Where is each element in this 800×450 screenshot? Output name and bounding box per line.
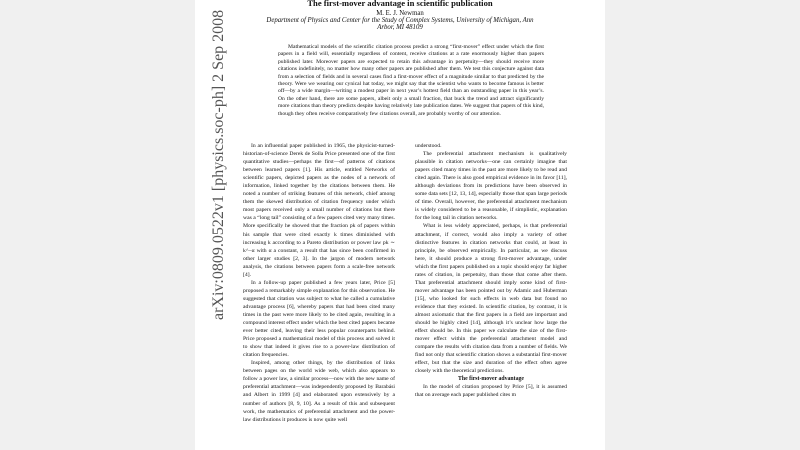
abstract: Mathematical models of the scientific citation process predict a strong “first-mover” effect under which the first papers in a field will, essentially regardless of content, receive citations at a rate enormously higher than papers published later. Moreover papers are expected to retain this advantage in perpetuity—they should receive more citations indefinitely, no matter how many other papers are published after them. We test this conjecture against data from a selection of fields and in several cases find a first-mover effect of a magnitude similar to that predicted by the theory. Were we wearing our cynical hat today, we might say that the scientist who wants to become famous is better off—by a wide margin—writing a modest paper in next year’s hottest field than an outstanding paper in this year’s. On the other hand, there are some papers, albeit only a small fraction, that buck the trend and attract significantly more citations than theory predicts despite having relatively late publication dates. We suggest that papers of this kind, though they often receive comparatively few citations overall, are probably worthy of our attention.	[278, 44, 544, 117]
paragraph: Inspired, among other things, by the distribution of links between pages on the world wide web, which also appears to follow a power law, a similar process—now with the new name of preferential attachment—was independently proposed by Barabási and Albert in 1999 [4] and elaborated upon extensively by a number of authors [8, 9, 10]. As a result of this and subsequent work, the mathematics of preferential attachment and the power-law distributions it produces is now quite well	[243, 360, 395, 423]
paragraph: In a follow-up paper published a few years later, Price [5] proposed a remarkably simple explanation for this observation. He suggested that citation was subject to what he called a cumulative advantage process [6], whereby papers that had been cited many times in the past were more likely to be cited again, resulting in a compound interest effect under which the best cited papers became ever better cited, leaving their less popular counterparts behind. Price proposed a mathematical model of this process and solved it to show that indeed it gives rise to a power-law distribution of citation frequencies.	[243, 279, 395, 359]
paragraph: In an influential paper published in 1965, the physicist-turned-historian-of-science Derek de Solla Price presented one of the first quantitative studies—perhaps the first—of patterns of citations between learned papers [1]. His article, entitled Networks of scientific papers, depicted papers as the nodes of a network of information, linked together by the citations between them. He noted a number of striking features of this network, chief among them the skewed distribution of citation frequency under which most papers received only a small number of citations but there was a “long tail” consisting of a few papers cited very many times. More specifically he showed that the fraction pk of papers within his sample that were cited exactly k times diminished with increasing k according to a Pareto distribution or power law pk ∼ k^−α with α a constant, a result that has since been confirmed in other larger studies [2, 3]. In the jargon of modern network analysis, the citations between papers form a scale-free network [4].	[243, 143, 395, 278]
right-column	[415, 142, 567, 400]
paper-title: The first-mover advantage in scientific publication	[307, 0, 493, 8]
paragraph: The preferential attachment mechanism is qualitatively plausible in citation networks—one can certainly imagine that papers cited many times in the past are more likely to be read and cited again. There is also good empirical evidence in its favor [11], although deviations from its predictions have been observed in some data sets [12, 13, 14], especially those that span large periods of time. Overall, however, the preferential attachment mechanism is widely considered to be a reasonable, if simplistic, explanation for the long tail in citation networks.	[415, 151, 567, 222]
paragraph: In the model of citation proposed by Price [5], it is assumed that on average each paper published cites m	[415, 384, 567, 399]
author-name: M. E. J. Newman	[376, 10, 424, 17]
arxiv-stamp: arXiv:0809.0522v1 [physics.soc-ph] 2 Sep 2008	[210, 9, 227, 320]
author-block	[260, 10, 540, 32]
section-heading: The first-mover advantage	[458, 376, 524, 383]
paragraph: understood.	[415, 143, 442, 149]
paragraph: What is less widely appreciated, perhaps, is that preferential attachment, if correct, would also imply a variety of other distinctive features in citation networks that could, at least in principle, be observed empirically. In particular, as we discuss here, it should produce a strong first-mover advantage, under which the first papers published on a topic should enjoy far higher rates of citation, in perpetuity, than those that come after them. That preferential attachment should imply some kind of first-mover advantage has been pointed out by Adamic and Huberman [15], who looked for such effects in web data but found no evidence that they existed. In scientific citation, by contrast, it is almost axiomatic that the first papers in a field are important and should be highly cited [14], although it’s unclear how large the effect should be. In this paper we calculate the size of the first-mover effect within the preferential attachment model and compare the results with citation data from a number of fields. We find not only that scientific citation shows a substantial first-mover effect, but that the size and duration of the effect often agree closely with the theoretical predictions.	[415, 223, 567, 375]
left-column	[243, 142, 395, 424]
author-affiliation: Department of Physics and Center for the Study of Complex Systems, University of Michigan, Ann Arbor, MI 48109	[266, 17, 534, 32]
